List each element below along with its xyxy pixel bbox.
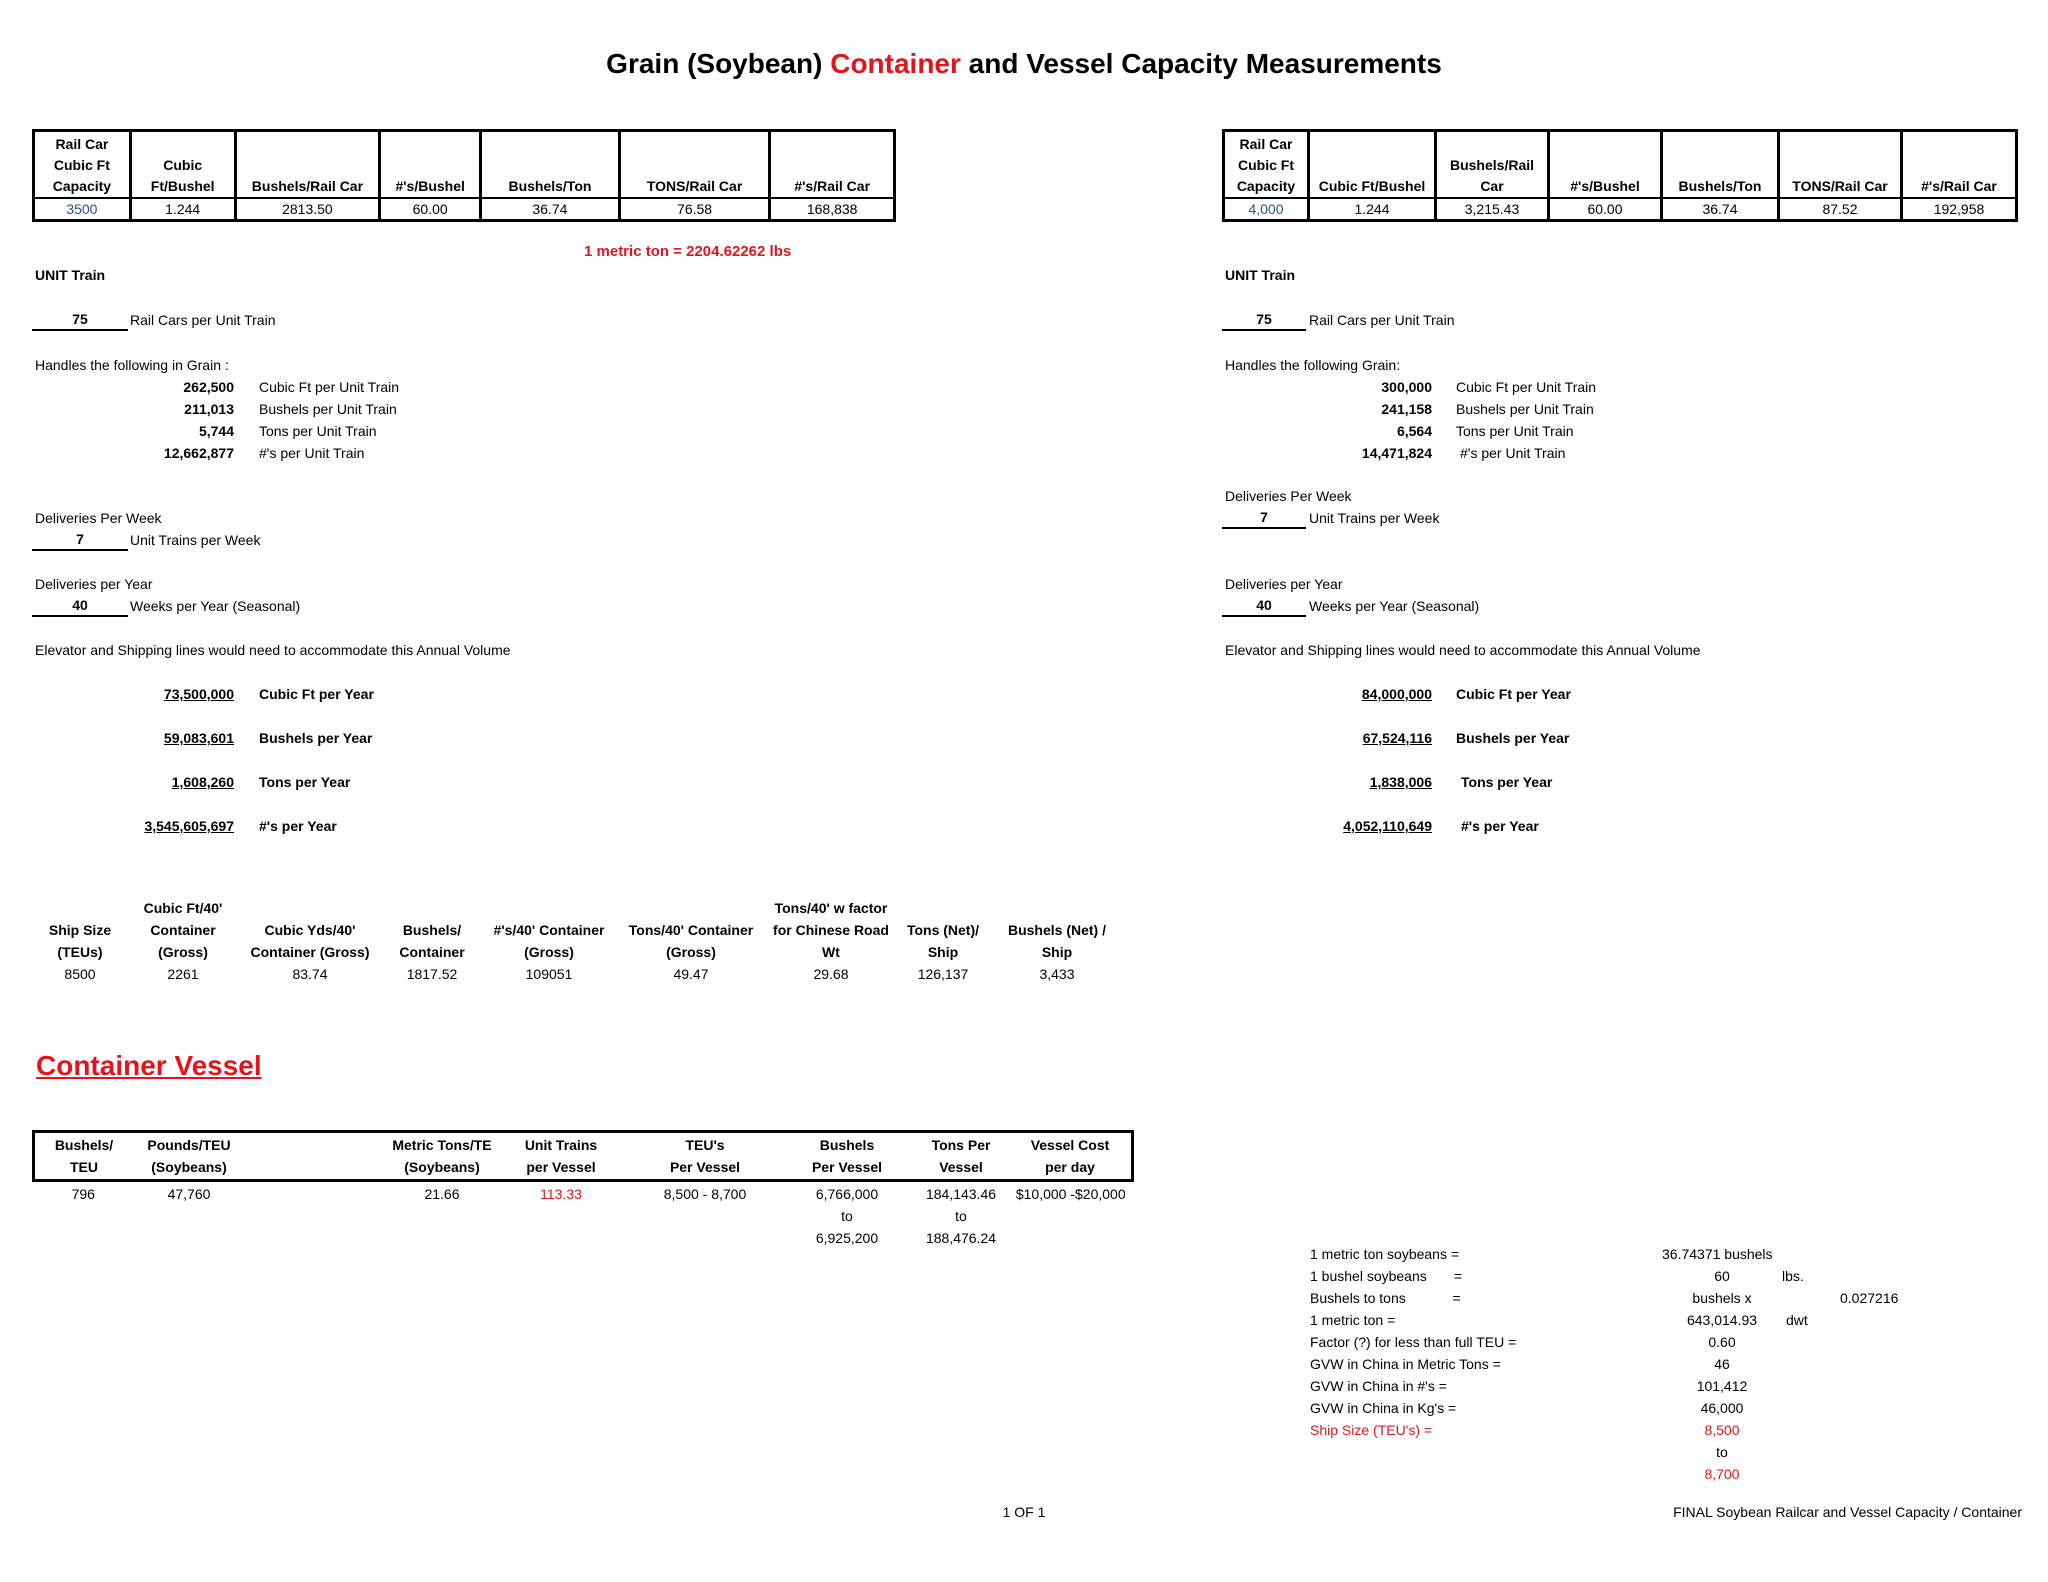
right-annual-bushels-label: Bushels per Year	[1456, 730, 1570, 746]
container-vessel-title: Container Vessel	[36, 1050, 262, 1081]
cv-value-bushels-vessel: 6,766,000 to 6,925,200	[815, 1186, 879, 1246]
conv-extra-3: dwt	[1786, 1312, 1808, 1328]
cv-value-pounds-teu: 47,760	[167, 1186, 211, 1202]
left-header-bushels-railcar: Bushels/Rail Car	[235, 131, 380, 198]
left-rail-cars-label: Rail Cars per Unit Train	[130, 312, 276, 328]
cv-header-unit-trains: Unit Trains per Vessel	[493, 1132, 629, 1181]
cv-value-tons-vessel: 184,143.46 to 188,476.24	[925, 1186, 997, 1246]
cv-header-pounds-teu: Pounds/TEU (Soybeans)	[133, 1132, 245, 1181]
right-header-tons-railcar: TONS/Rail Car	[1779, 131, 1902, 198]
conv-label-3: 1 metric ton =	[1310, 1312, 1396, 1328]
right-grain-cuft-label: Cubic Ft per Unit Train	[1456, 379, 1597, 395]
ship-value-cuft: 2261	[167, 966, 199, 982]
right-weeks-label: Weeks per Year (Seasonal)	[1309, 598, 1480, 614]
conv-label-4: Factor (?) for less than full TEU =	[1310, 1334, 1517, 1350]
ship-header-bushels: Bushels/ Container	[399, 922, 465, 960]
right-deliveries-week-label: Deliveries Per Week	[1225, 488, 1352, 504]
right-header-lbs-railcar: #'s/Rail Car	[1902, 131, 2017, 198]
cv-value-teus: 8,500 - 8,700	[663, 1186, 747, 1202]
right-header-cuft-bushel: Cubic Ft/Bushel	[1309, 131, 1436, 198]
right-value-bushels-railcar: 3,215.43	[1436, 198, 1549, 221]
left-value-lbs-bushel: 60.00	[380, 198, 481, 221]
cv-header-tons-vessel: Tons Per Vessel	[913, 1132, 1009, 1181]
left-header-cuft-bushel: Cubic Ft/Bushel	[130, 131, 235, 198]
left-deliveries-year-label: Deliveries per Year	[35, 576, 153, 592]
left-elevator-label: Elevator and Shipping lines would need to accommodate this Annual Volume	[35, 642, 511, 658]
metric-ton-note: 1 metric ton = 2204.62262 lbs	[584, 243, 792, 260]
left-weeks-value: 40	[32, 595, 128, 617]
ship-value-tons-net: 126,137	[917, 966, 969, 982]
right-grain-tons-value: 6,564	[1396, 423, 1432, 439]
right-annual-tons-label: Tons per Year	[1461, 774, 1553, 790]
conv-extra-1: lbs.	[1782, 1268, 1804, 1284]
conv-value-5: 46	[1714, 1356, 1730, 1372]
cv-header-blank	[245, 1132, 391, 1181]
left-grain-cuft-label: Cubic Ft per Unit Train	[259, 379, 400, 395]
right-trains-week-value: 7	[1222, 507, 1306, 529]
cv-header-teus: TEU's Per Vessel	[629, 1132, 781, 1181]
cv-header-vessel-cost: Vessel Cost per day	[1009, 1132, 1133, 1181]
right-weeks-value: 40	[1222, 595, 1306, 617]
container-vessel-table	[32, 1130, 1134, 1250]
ship-value-size: 8500	[64, 966, 96, 982]
conv-label-6: GVW in China in #'s =	[1310, 1378, 1447, 1394]
right-annual-bushels-value: 67,524,116	[1362, 730, 1432, 746]
right-grain-bushels-value: 241,158	[1381, 401, 1432, 417]
conv-value-2: bushels x	[1692, 1290, 1752, 1306]
title-part-2: Container	[830, 48, 961, 79]
right-value-cuft-bushel: 1.244	[1309, 198, 1436, 221]
right-rail-cars-label: Rail Cars per Unit Train	[1309, 312, 1455, 328]
cv-value-unit-trains: 113.33	[540, 1186, 582, 1202]
left-annual-cuft-value: 73,500,000	[163, 686, 234, 702]
left-annual-bushels-value: 59,083,601	[163, 730, 234, 746]
left-annual-lbs-value: 3,545,605,697	[144, 818, 234, 834]
left-header-lbs-railcar: #'s/Rail Car	[770, 131, 895, 198]
ship-value-bushels: 1817.52	[406, 966, 458, 982]
cv-value-metric-tons: 21.66	[424, 1186, 460, 1202]
left-rail-cars-value: 75	[32, 309, 128, 331]
conv-value-7: 46,000	[1700, 1400, 1744, 1416]
right-annual-tons-value: 1,838,006	[1369, 774, 1432, 790]
right-grain-bushels-label: Bushels per Unit Train	[1456, 401, 1594, 417]
right-rail-cars-value: 75	[1222, 309, 1306, 331]
left-value-capacity: 3500	[34, 198, 131, 221]
conv-label-0: 1 metric ton soybeans =	[1310, 1246, 1460, 1262]
right-header-bushels-ton: Bushels/Ton	[1662, 131, 1779, 198]
conv-value-0: 36.74371 bushels	[1662, 1246, 1773, 1262]
right-grain-cuft-value: 300,000	[1381, 379, 1432, 395]
left-grain-tons-value: 5,744	[198, 423, 234, 439]
ship-header-size: Ship Size (TEUs)	[48, 922, 112, 960]
conv-value-4: 0.60	[1708, 1334, 1736, 1350]
right-value-tons-railcar: 87.52	[1779, 198, 1902, 221]
right-annual-cuft-label: Cubic Ft per Year	[1456, 686, 1571, 702]
right-handles-label: Handles the following Grain:	[1225, 357, 1401, 373]
left-weeks-label: Weeks per Year (Seasonal)	[130, 598, 301, 614]
left-annual-cuft-label: Cubic Ft per Year	[259, 686, 374, 702]
page-number: 1 OF 1	[1002, 1504, 1046, 1520]
left-trains-week-value: 7	[32, 529, 128, 551]
conv-label-8: Ship Size (TEU's) =	[1310, 1422, 1433, 1438]
right-annual-cuft-value: 84,000,000	[1361, 686, 1432, 702]
right-railcar-table	[1222, 129, 2018, 222]
left-deliveries-week-label: Deliveries Per Week	[35, 510, 162, 526]
ship-header-tons-factor: Tons/40' w factor for Chinese Road Wt	[773, 900, 889, 960]
right-trains-week-label: Unit Trains per Week	[1309, 510, 1440, 526]
left-annual-lbs-label: #'s per Year	[259, 818, 337, 834]
ship-header-cuyds: Cubic Yds/40' Container (Gross)	[250, 922, 370, 960]
right-value-bushels-ton: 36.74	[1662, 198, 1779, 221]
ship-header-bushels-net: Bushels (Net) / Ship	[1007, 922, 1106, 960]
conv-extra-2: 0.027216	[1840, 1290, 1899, 1306]
left-railcar-table	[32, 129, 896, 222]
left-trains-week-label: Unit Trains per Week	[130, 532, 261, 548]
right-value-lbs-bushel: 60.00	[1549, 198, 1662, 221]
right-value-capacity: 4,000	[1224, 198, 1309, 221]
left-value-bushels-ton: 36.74	[481, 198, 620, 221]
left-annual-bushels-label: Bushels per Year	[259, 730, 373, 746]
cv-header-bushels-vessel: Bushels Per Vessel	[781, 1132, 913, 1181]
right-header-capacity: Rail Car Cubic Ft Capacity	[1224, 131, 1309, 198]
ship-value-tons-factor: 29.68	[813, 966, 849, 982]
left-grain-lbs-value: 12,662,877	[163, 445, 234, 461]
right-grain-tons-label: Tons per Unit Train	[1456, 423, 1574, 439]
right-grain-lbs-label: #'s per Unit Train	[1460, 445, 1566, 461]
conv-value-3: 643,014.93	[1686, 1312, 1758, 1328]
ship-header-lbs: #'s/40' Container (Gross)	[493, 922, 605, 960]
left-grain-bushels-label: Bushels per Unit Train	[259, 401, 397, 417]
right-header-bushels-railcar: Bushels/Rail Car	[1436, 131, 1549, 198]
conv-label-2: Bushels to tons =	[1310, 1290, 1461, 1306]
left-annual-tons-value: 1,608,260	[171, 774, 234, 790]
left-header-tons-railcar: TONS/Rail Car	[619, 131, 770, 198]
left-handles-label: Handles the following in Grain :	[35, 357, 229, 373]
title-part-1: Grain (Soybean)	[606, 48, 831, 79]
ship-header-cuft: Cubic Ft/40' Container (Gross)	[143, 900, 223, 960]
title-part-3: and Vessel Capacity Measurements	[960, 48, 1442, 79]
right-elevator-label: Elevator and Shipping lines would need to accommodate this Annual Volume	[1225, 642, 1701, 658]
conv-value-9: to	[1716, 1444, 1728, 1460]
cv-header-metric-tons: Metric Tons/TE (Soybeans)	[391, 1132, 493, 1181]
left-value-bushels-railcar: 2813.50	[235, 198, 380, 221]
left-unit-train-heading: UNIT Train	[35, 267, 106, 283]
left-value-tons-railcar: 76.58	[619, 198, 770, 221]
cv-header-bushels-teu: Bushels/ TEU	[34, 1132, 134, 1181]
conv-value-1: 60	[1714, 1268, 1730, 1284]
ship-value-cuyds: 83.74	[292, 966, 328, 982]
left-header-bushels-ton: Bushels/Ton	[481, 131, 620, 198]
cv-value-vessel-cost: $10,000 -$20,000	[1015, 1186, 1126, 1202]
right-header-lbs-bushel: #'s/Bushel	[1549, 131, 1662, 198]
left-grain-lbs-label: #'s per Unit Train	[259, 445, 365, 461]
conv-label-1: 1 bushel soybeans =	[1310, 1268, 1463, 1284]
right-deliveries-year-label: Deliveries per Year	[1225, 576, 1343, 592]
right-unit-train-heading: UNIT Train	[1225, 267, 1296, 283]
cv-value-bushels-teu: 796	[71, 1186, 95, 1202]
conv-value-8: 8,500	[1704, 1422, 1740, 1438]
left-value-cuft-bushel: 1.244	[130, 198, 235, 221]
conv-label-5: GVW in China in Metric Tons =	[1310, 1356, 1501, 1372]
left-grain-cuft-value: 262,500	[183, 379, 234, 395]
right-annual-lbs-value: 4,052,110,649	[1343, 818, 1432, 834]
ship-value-lbs: 109051	[525, 966, 573, 982]
conv-label-7: GVW in China in Kg's =	[1310, 1400, 1457, 1416]
right-value-lbs-railcar: 192,958	[1902, 198, 2017, 221]
ship-header-tons-net: Tons (Net)/ Ship	[906, 922, 980, 960]
left-grain-bushels-value: 211,013	[184, 401, 234, 417]
left-annual-tons-label: Tons per Year	[259, 774, 351, 790]
left-value-lbs-railcar: 168,838	[770, 198, 895, 221]
ship-value-tons: 49.47	[673, 966, 709, 982]
ship-value-bushels-net: 3,433	[1039, 966, 1075, 982]
conv-value-10: 8,700	[1704, 1466, 1740, 1482]
ship-header-tons: Tons/40' Container (Gross)	[628, 922, 754, 960]
right-annual-lbs-label: #'s per Year	[1461, 818, 1539, 834]
left-header-lbs-bushel: #'s/Bushel	[380, 131, 481, 198]
left-grain-tons-label: Tons per Unit Train	[259, 423, 377, 439]
right-grain-lbs-value: 14,471,824	[1361, 445, 1432, 461]
cv-value-blank	[245, 1181, 391, 1251]
page-title	[0, 48, 2048, 80]
left-header-capacity: Rail Car Cubic Ft Capacity	[34, 131, 131, 198]
footer-file-name: FINAL Soybean Railcar and Vessel Capacity / Container	[1673, 1504, 2022, 1520]
conv-value-6: 101,412	[1696, 1378, 1748, 1394]
